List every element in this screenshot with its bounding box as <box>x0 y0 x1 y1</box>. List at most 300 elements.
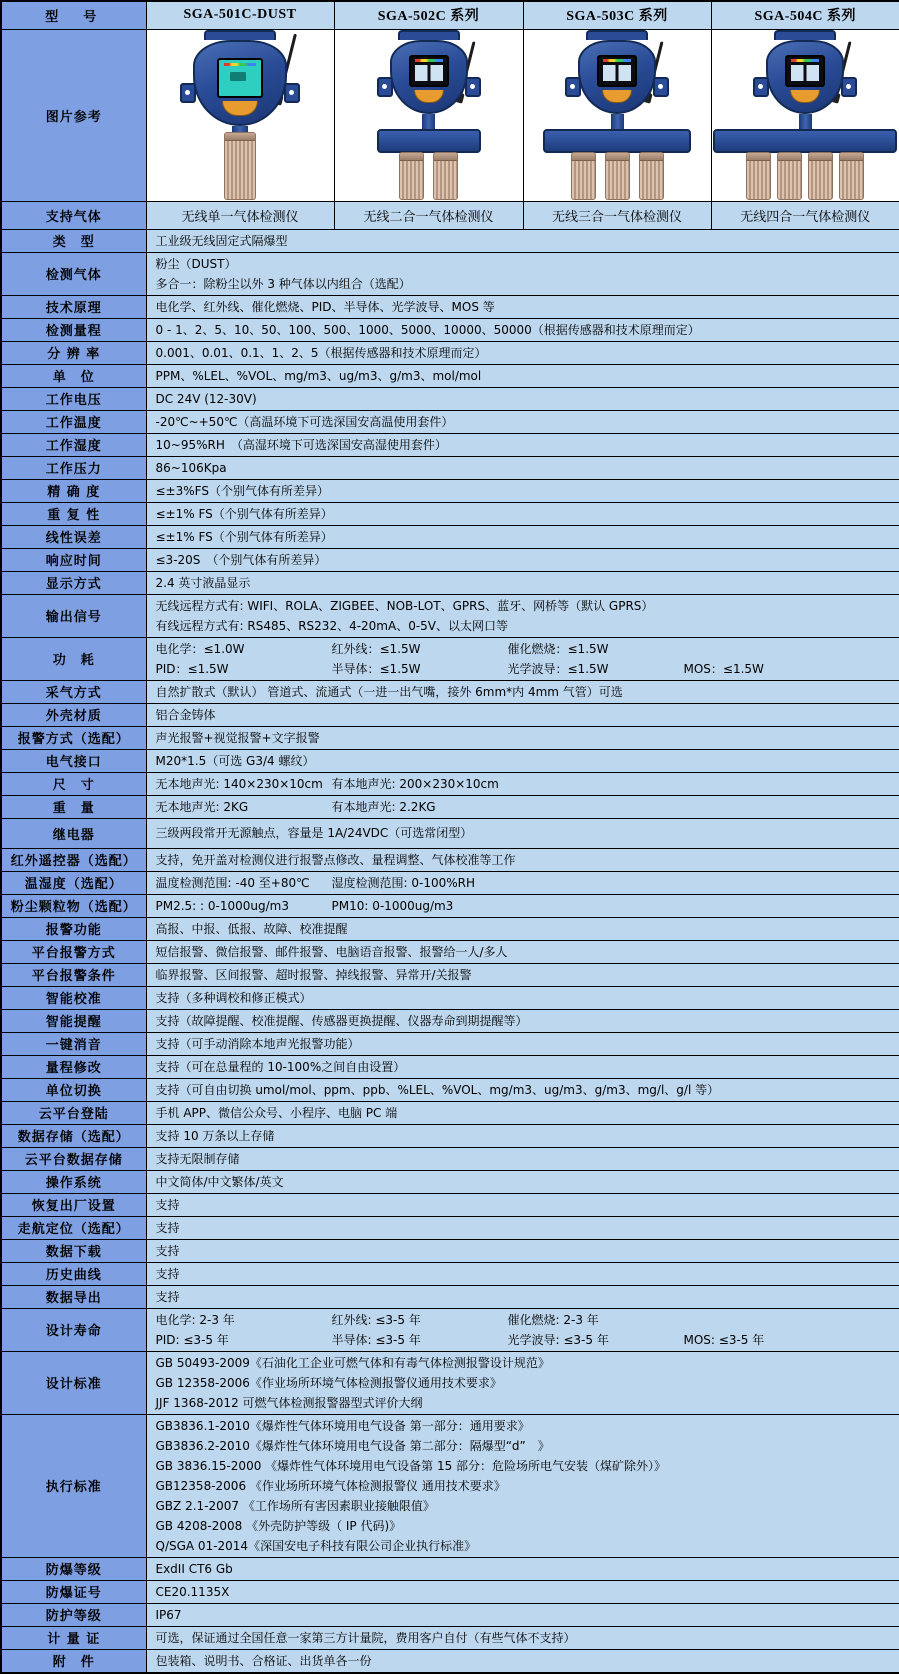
spec-value <box>146 1285 899 1308</box>
spec-row <box>1 1216 899 1239</box>
spec-value <box>146 1101 899 1124</box>
spec-label: 温湿度（选配） <box>1 871 146 894</box>
spec-value <box>146 772 899 795</box>
spec-value-text: 0 - 1、2、5、10、50、100、500、1000、5000、10000、50000（根据传感器和技术原理而定） <box>156 320 700 340</box>
sensor-manifold <box>543 129 691 153</box>
spec-label: 继电器 <box>1 818 146 848</box>
spec-label: 线性误差 <box>1 525 146 548</box>
sensor-manifold <box>377 129 481 153</box>
spec-value <box>146 1193 899 1216</box>
model-row-label: 型 号 <box>1 1 146 29</box>
spec-value-text: MOS: ≤3-5 年 <box>684 1330 765 1350</box>
device-image-cell <box>711 29 899 201</box>
spec-value <box>146 252 899 295</box>
header-row <box>1 1 899 29</box>
device-screen <box>785 55 825 87</box>
sensor-heads <box>399 152 458 200</box>
spec-row <box>1 940 899 963</box>
spec-label: 智能提醒 <box>1 1009 146 1032</box>
spec-label: 数据下载 <box>1 1239 146 1262</box>
spec-row <box>1 871 899 894</box>
spec-value-text: 可选，保证通过全国任意一家第三方计量院，费用客户自付（有些气体不支持） <box>156 1628 576 1648</box>
spec-value-text: 临界报警、区间报警、超时报警、掉线报警、异常开/关报警 <box>156 965 472 985</box>
spec-value <box>146 295 899 318</box>
mount-ear-icon <box>284 83 300 103</box>
spec-label: 防爆证号 <box>1 1580 146 1603</box>
spec-value-text: 支持（故障提醒、校准提醒、传感器更换提醒、仪器寿命到期提醒等） <box>156 1011 528 1031</box>
supported-gas-value: 无线四合一气体检测仪 <box>711 201 899 229</box>
gas-detector-illustration <box>147 30 334 200</box>
spec-value-text: GB 3836.15-2000 《爆炸性气体环境用电气设备第 15 部分：危险场所电气安装（煤矿除外）》 <box>156 1456 667 1476</box>
spec-value-text: 2.4 英寸液晶显示 <box>156 573 251 593</box>
spec-value-text: -20℃~+50℃（高温环境下可选深国安高温使用套件） <box>156 412 454 432</box>
mount-ear-icon <box>377 77 393 97</box>
spec-value-text: 包装箱、说明书、合格证、出货单各一份 <box>156 1651 372 1671</box>
spec-value-text: 10~95%RH （高湿环境下可选深国安高湿使用套件） <box>156 435 447 455</box>
spec-row <box>1 749 899 772</box>
spec-value-text: 支持 <box>156 1264 180 1284</box>
spec-value-text: ≤±3%FS（个别气体有所差异） <box>156 481 329 501</box>
spec-label: 精 确 度 <box>1 479 146 502</box>
spec-label: 执行标准 <box>1 1414 146 1557</box>
spec-label: 计 量 证 <box>1 1626 146 1649</box>
spec-value-text: 工业级无线固定式隔爆型 <box>156 231 288 251</box>
device-screen <box>409 55 449 87</box>
spec-label: 工作电压 <box>1 387 146 410</box>
spec-row <box>1 456 899 479</box>
spec-value <box>146 1239 899 1262</box>
spec-value-text: 支持 <box>156 1195 180 1215</box>
supported-gas-value: 无线二合一气体检测仪 <box>334 201 523 229</box>
spec-value <box>146 894 899 917</box>
device-image-cell <box>523 29 711 201</box>
spec-value-text: ≤±1% FS（个别气体有所差异） <box>156 504 333 524</box>
spec-value <box>146 1649 899 1673</box>
spec-value <box>146 1078 899 1101</box>
spec-value <box>146 726 899 749</box>
spec-label: 电气接口 <box>1 749 146 772</box>
spec-row <box>1 795 899 818</box>
spec-value-text: 短信报警、微信报警、邮件报警、电脑语音报警、报警给一人/多人 <box>156 942 508 962</box>
spec-value-text: 无本地声光: 2KG <box>156 797 332 817</box>
sensor-head-icon <box>224 132 256 200</box>
sensor-manifold <box>713 129 897 153</box>
spec-value <box>146 364 899 387</box>
spec-row <box>1 502 899 525</box>
sensor-head-icon <box>605 152 630 200</box>
device-accent-arc <box>790 90 820 103</box>
spec-value <box>146 940 899 963</box>
sensor-heads <box>746 152 864 200</box>
spec-value-text: 半导体：≤1.5W <box>332 659 508 679</box>
spec-label: 数据存储（选配） <box>1 1124 146 1147</box>
spec-row <box>1 1009 899 1032</box>
model-header-sga501c: SGA-501C-DUST <box>146 1 334 29</box>
spec-label: 功 耗 <box>1 637 146 680</box>
spec-value-text: 有本地声光: 200×230×10cm <box>332 774 499 794</box>
spec-value-text: 催化燃烧：≤1.5W <box>508 639 609 659</box>
spec-value <box>146 318 899 341</box>
spec-value <box>146 1603 899 1626</box>
spec-label: 工作温度 <box>1 410 146 433</box>
spec-label: 平台报警方式 <box>1 940 146 963</box>
spec-value-text: 三级两段常开无源触点，容量是 1A/24VDC（可选常闭型） <box>156 823 473 843</box>
sensor-head-icon <box>839 152 864 200</box>
gas-detector-illustration <box>524 30 711 200</box>
device-stem <box>799 114 812 129</box>
spec-value <box>146 680 899 703</box>
spec-value-text: 自然扩散式（默认） 管道式、流通式（一进一出气嘴，接外 6mm*内 4mm 气管）可选 <box>156 682 623 702</box>
spec-label: 技术原理 <box>1 295 146 318</box>
spec-value-text: ExdII CT6 Gb <box>156 1559 233 1579</box>
spec-label: 数据导出 <box>1 1285 146 1308</box>
spec-value <box>146 917 899 940</box>
spec-value-text: 中文简体/中文繁体/英文 <box>156 1172 284 1192</box>
spec-value <box>146 848 899 871</box>
spec-value-text: 半导体: ≤3-5 年 <box>332 1330 508 1350</box>
spec-label: 防爆等级 <box>1 1557 146 1580</box>
device-accent-arc <box>414 90 444 103</box>
spec-value <box>146 703 899 726</box>
spec-row <box>1 917 899 940</box>
spec-label: 设计标准 <box>1 1351 146 1414</box>
spec-value-text: 支持（可自由切换 umol/mol、ppm、ppb、%LEL、%VOL、mg/m3、ug/m3、g/m3、mg/l、g/l 等） <box>156 1080 720 1100</box>
spec-row <box>1 548 899 571</box>
spec-row <box>1 1351 899 1414</box>
spec-value <box>146 1216 899 1239</box>
spec-value <box>146 871 899 894</box>
spec-label: 量程修改 <box>1 1055 146 1078</box>
spec-label: 附 件 <box>1 1649 146 1673</box>
spec-label: 响应时间 <box>1 548 146 571</box>
sensor-heads <box>571 152 664 200</box>
mount-ear-icon <box>841 77 857 97</box>
spec-value <box>146 963 899 986</box>
spec-value-text: GB12358-2006 《作业场所环境气体检测报警仪 通用技术要求》 <box>156 1476 506 1496</box>
spec-label: 一键消音 <box>1 1032 146 1055</box>
spec-row <box>1 1101 899 1124</box>
spec-row <box>1 1603 899 1626</box>
spec-row <box>1 1239 899 1262</box>
spec-label: 智能校准 <box>1 986 146 1009</box>
spec-row <box>1 1147 899 1170</box>
spec-row <box>1 986 899 1009</box>
spec-value-text: 支持 <box>156 1218 180 1238</box>
spec-row <box>1 433 899 456</box>
spec-value-text: 手机 APP、微信公众号、小程序、电脑 PC 端 <box>156 1103 398 1123</box>
spec-row <box>1 571 899 594</box>
spec-value <box>146 229 899 252</box>
device-accent-arc <box>602 90 632 103</box>
spec-value <box>146 433 899 456</box>
spec-row <box>1 1078 899 1101</box>
spec-label: 尺 寸 <box>1 772 146 795</box>
spec-value-text: 催化燃烧: 2-3 年 <box>508 1310 599 1330</box>
spec-value <box>146 1414 899 1557</box>
spec-value <box>146 1351 899 1414</box>
spec-row <box>1 703 899 726</box>
spec-row <box>1 252 899 295</box>
spec-value-text: Q/SGA 01-2014《深国安电子科技有限公司企业执行标准》 <box>156 1536 477 1556</box>
device-body <box>193 40 287 126</box>
spec-value-text: PID: ≤3-5 年 <box>156 1330 332 1350</box>
spec-label: 输出信号 <box>1 594 146 637</box>
spec-label: 单位切换 <box>1 1078 146 1101</box>
spec-value <box>146 1308 899 1351</box>
spec-row <box>1 295 899 318</box>
spec-row <box>1 387 899 410</box>
spec-row <box>1 1285 899 1308</box>
spec-row <box>1 680 899 703</box>
spec-value-text: 支持 <box>156 1287 180 1307</box>
supported-gas-value: 无线单一气体检测仪 <box>146 201 334 229</box>
spec-value <box>146 479 899 502</box>
device-stem <box>422 114 435 129</box>
device-screen <box>597 55 637 87</box>
spec-value-text: 支持无限制存储 <box>156 1149 240 1169</box>
mount-ear-icon <box>180 83 196 103</box>
image-row <box>1 29 899 201</box>
supported-gas-label: 支持气体 <box>1 201 146 229</box>
spec-value <box>146 594 899 637</box>
spec-label: 重 复 性 <box>1 502 146 525</box>
spec-label: 云平台登陆 <box>1 1101 146 1124</box>
spec-value-text: 红外线：≤1.5W <box>332 639 508 659</box>
spec-row <box>1 963 899 986</box>
spec-label: 防护等级 <box>1 1603 146 1626</box>
gas-detector-illustration <box>335 30 523 200</box>
spec-value-text: DC 24V (12-30V) <box>156 389 257 409</box>
spec-label: 云平台数据存储 <box>1 1147 146 1170</box>
spec-value-text: ≤±1% FS（个别气体有所差异） <box>156 527 333 547</box>
spec-label: 恢复出厂设置 <box>1 1193 146 1216</box>
sensor-head-icon <box>571 152 596 200</box>
spec-value-text: 温度检测范围: -40 至+80℃ <box>156 873 332 893</box>
supported-gas-value: 无线三合一气体检测仪 <box>523 201 711 229</box>
spec-value-text: GB 12358-2006《作业场所环境气体检测报警仪通用技术要求》 <box>156 1373 502 1393</box>
spec-row <box>1 1557 899 1580</box>
spec-row <box>1 1308 899 1351</box>
spec-row <box>1 818 899 848</box>
spec-value-text: PID：≤1.5W <box>156 659 332 679</box>
spec-value-text: ≤3-20S （个别气体有所差异） <box>156 550 327 570</box>
sensor-head-icon <box>433 152 458 200</box>
spec-label: 工作湿度 <box>1 433 146 456</box>
spec-row <box>1 1626 899 1649</box>
spec-label: 报警功能 <box>1 917 146 940</box>
spec-value-text: 支持（多种调校和修正模式） <box>156 988 312 1008</box>
device-stem <box>611 114 624 129</box>
spec-row <box>1 479 899 502</box>
spec-value-text: 有本地声光: 2.2KG <box>332 797 436 817</box>
spec-value <box>146 410 899 433</box>
supported-gas-row <box>1 201 899 229</box>
spec-value-text: 光学波导：≤1.5W <box>508 659 684 679</box>
spec-value-text: GB 50493-2009《石油化工企业可燃气体和有毒气体检测报警设计规范》 <box>156 1353 550 1373</box>
spec-value <box>146 341 899 364</box>
spec-value <box>146 818 899 848</box>
spec-row <box>1 1055 899 1078</box>
spec-row <box>1 1193 899 1216</box>
spec-value <box>146 637 899 680</box>
spec-label: 走航定位（选配） <box>1 1216 146 1239</box>
spec-value-text: 粉尘（DUST） <box>156 254 237 274</box>
spec-row <box>1 1580 899 1603</box>
spec-row <box>1 726 899 749</box>
gas-detector-illustration <box>712 30 899 200</box>
spec-value-text: 湿度检测范围: 0-100%RH <box>332 873 476 893</box>
spec-row <box>1 1262 899 1285</box>
spec-value <box>146 525 899 548</box>
spec-value-text: 有线远程方式有: RS485、RS232、4-20mA、0-5V、以太网口等 <box>156 616 509 636</box>
spec-value-text: 铝合金铸体 <box>156 705 216 725</box>
spec-value-text: GB 4208-2008 《外壳防护等级（ IP 代码)》 <box>156 1516 402 1536</box>
model-header-sga502c: SGA-502C 系列 <box>334 1 523 29</box>
spec-row <box>1 1414 899 1557</box>
spec-value-text: 0.001、0.01、0.1、1、2、5（根据传感器和技术原理而定） <box>156 343 487 363</box>
spec-value <box>146 502 899 525</box>
spec-value <box>146 1557 899 1580</box>
spec-value-text: 支持 <box>156 1241 180 1261</box>
device-cap <box>774 30 836 40</box>
spec-label: 外壳材质 <box>1 703 146 726</box>
mount-ear-icon <box>753 77 769 97</box>
image-row-label: 图片参考 <box>1 29 146 201</box>
spec-row <box>1 637 899 680</box>
spec-label: 检测量程 <box>1 318 146 341</box>
spec-row <box>1 410 899 433</box>
spec-value <box>146 456 899 479</box>
spec-label: 类 型 <box>1 229 146 252</box>
spec-row <box>1 1170 899 1193</box>
spec-value-text: PPM、%LEL、%VOL、mg/m3、ug/m3、g/m3、mol/mol <box>156 366 482 386</box>
spec-value-text: IP67 <box>156 1605 182 1625</box>
spec-value <box>146 1124 899 1147</box>
spec-value <box>146 387 899 410</box>
spec-value-text: 电化学：≤1.0W <box>156 639 332 659</box>
device-cap <box>586 30 648 40</box>
spec-row <box>1 1124 899 1147</box>
spec-row <box>1 848 899 871</box>
sensor-head-icon <box>746 152 771 200</box>
spec-value-text: GB3836.1-2010《爆炸性气体环境用电气设备 第一部分：通用要求》 <box>156 1416 530 1436</box>
spec-value-text: 无本地声光: 140×230×10cm <box>156 774 332 794</box>
spec-value <box>146 1055 899 1078</box>
spec-row <box>1 318 899 341</box>
spec-value-text: 声光报警+视觉报警+文字报警 <box>156 728 320 748</box>
spec-value <box>146 1170 899 1193</box>
mount-ear-icon <box>565 77 581 97</box>
spec-value-text: 光学波导: ≤3-5 年 <box>508 1330 684 1350</box>
spec-value-text: 支持（可在总量程的 10-100%之间自由设置） <box>156 1057 406 1077</box>
spec-label: 采气方式 <box>1 680 146 703</box>
device-body <box>390 40 468 114</box>
spec-value-text: 无线远程方式有: WIFI、ROLA、ZIGBEE、NOB-LOT、GPRS、蓝牙、网桥等（默认 GPRS） <box>156 596 654 616</box>
mount-ear-icon <box>653 77 669 97</box>
spec-label: 历史曲线 <box>1 1262 146 1285</box>
spec-label: 报警方式（选配） <box>1 726 146 749</box>
spec-label: 设计寿命 <box>1 1308 146 1351</box>
spec-value-text: CE20.1135X <box>156 1582 230 1602</box>
spec-value <box>146 795 899 818</box>
spec-row <box>1 1649 899 1673</box>
spec-value <box>146 1147 899 1170</box>
spec-value <box>146 1262 899 1285</box>
spec-value-text: M20*1.5（可选 G3/4 螺纹） <box>156 751 315 771</box>
spec-label: 重 量 <box>1 795 146 818</box>
device-cap <box>204 30 276 40</box>
device-image-cell <box>334 29 523 201</box>
model-header-sga503c: SGA-503C 系列 <box>523 1 711 29</box>
spec-value <box>146 548 899 571</box>
device-body <box>578 40 656 114</box>
spec-value-text: JJF 1368-2012 可燃气体检测报警器型式评价大纲 <box>156 1393 423 1413</box>
device-screen <box>217 58 263 98</box>
spec-value-text: 高报、中报、低报、故障、校准提醒 <box>156 919 348 939</box>
device-image-cell <box>146 29 334 201</box>
spec-value-text: GBZ 2.1-2007 《工作场所有害因素职业接触限值》 <box>156 1496 435 1516</box>
spec-value <box>146 571 899 594</box>
spec-row <box>1 341 899 364</box>
spec-value-text: 电化学、红外线、催化燃烧、PID、半导体、光学波导、MOS 等 <box>156 297 495 317</box>
sensor-head-icon <box>399 152 424 200</box>
spec-label: 粉尘颗粒物（选配） <box>1 894 146 917</box>
mount-ear-icon <box>465 77 481 97</box>
spec-label: 操作系统 <box>1 1170 146 1193</box>
spec-value <box>146 1580 899 1603</box>
spec-label: 检测气体 <box>1 252 146 295</box>
spec-label: 工作压力 <box>1 456 146 479</box>
spec-label: 显示方式 <box>1 571 146 594</box>
spec-value-text: 支持 10 万条以上存储 <box>156 1126 275 1146</box>
device-body <box>766 40 844 114</box>
spec-label: 分 辨 率 <box>1 341 146 364</box>
spec-row <box>1 364 899 387</box>
spec-value <box>146 1626 899 1649</box>
spec-value-text: 支持，免开盖对检测仪进行报警点修改、量程调整、气体校准等工作 <box>156 850 516 870</box>
spec-value-text: PM10: 0-1000ug/m3 <box>332 896 454 916</box>
spec-value <box>146 1009 899 1032</box>
spec-value <box>146 986 899 1009</box>
device-cap <box>398 30 460 40</box>
sensor-head-icon <box>777 152 802 200</box>
spec-row <box>1 894 899 917</box>
spec-row <box>1 525 899 548</box>
spec-label: 平台报警条件 <box>1 963 146 986</box>
spec-value <box>146 749 899 772</box>
sensor-heads <box>224 132 256 200</box>
spec-row <box>1 229 899 252</box>
spec-value-text: GB3836.2-2010《爆炸性气体环境用电气设备 第二部分：隔爆型“d” 》 <box>156 1436 550 1456</box>
spec-row <box>1 772 899 795</box>
spec-label: 单 位 <box>1 364 146 387</box>
spec-value-text: 多合一：除粉尘以外 3 种气体以内组合（选配） <box>156 274 411 294</box>
spec-value-text: 支持（可手动消除本地声光报警功能） <box>156 1034 360 1054</box>
model-header-sga504c: SGA-504C 系列 <box>711 1 899 29</box>
spec-row <box>1 1032 899 1055</box>
sensor-head-icon <box>639 152 664 200</box>
spec-value-text: 电化学: 2-3 年 <box>156 1310 332 1330</box>
spec-row <box>1 594 899 637</box>
spec-label: 红外遥控器（选配） <box>1 848 146 871</box>
spec-value <box>146 1032 899 1055</box>
spec-value-text: 红外线: ≤3-5 年 <box>332 1310 508 1330</box>
spec-value-text: MOS：≤1.5W <box>684 659 764 679</box>
spec-value-text: 86~106Kpa <box>156 458 227 478</box>
sensor-head-icon <box>808 152 833 200</box>
device-accent-arc <box>222 101 258 116</box>
spec-value-text: PM2.5: : 0-1000ug/m3 <box>156 896 332 916</box>
